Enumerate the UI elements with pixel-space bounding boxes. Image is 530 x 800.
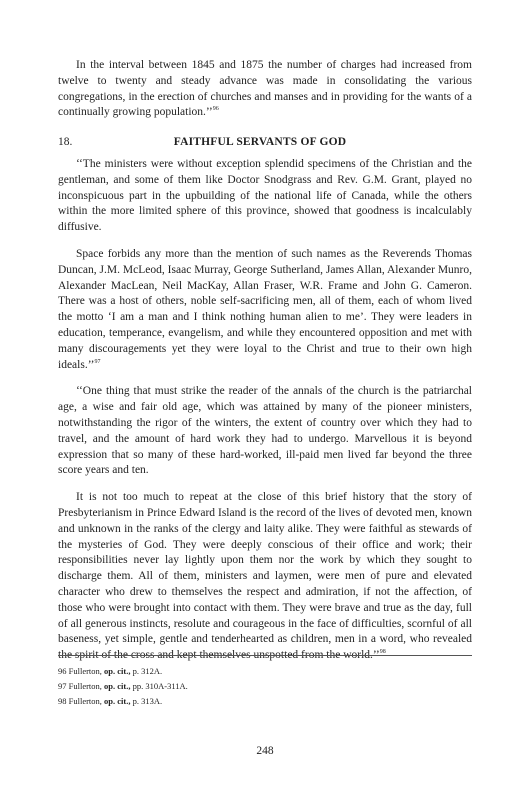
section-number: 18. [58, 136, 73, 149]
footnote-ref: 97 [94, 358, 101, 365]
intro-paragraph: In the interval between 1845 and 1875 the number of charges had increased from twelve to twenty and steady advance was made in consolidating the various congregations, in the erection of churches and manses and in providing for the wants of a continually growing population.’’$^{96}$ [58, 59, 472, 119]
footnotes [58, 655, 472, 709]
section-title: FAITHFUL SERVANTS OF GOD [173, 136, 347, 149]
footnote: 96 Fullerton, op. cit., p. 312A. [58, 666, 163, 676]
page-number: 248 [256, 745, 274, 757]
page-body [58, 58, 472, 675]
footnote-ref: 96 [212, 106, 219, 113]
body-paragraph: ‘‘One thing that must strike the reader of the annals of the church is the patriarchal age, a wise and fair old age, which was attained by many of the pioneer ministers, notwithstanding the rigor of the winters, the extent of country over which they had to travel, and the amount of hard work they had to undergo. Marvellous it is beyond expression that so many of these hard-worked, ill-paid men lived far beyond the three score years and ten. [58, 385, 472, 477]
footnote: 97 Fullerton, op. cit., pp. 310A-311A. [58, 681, 188, 691]
body-paragraph: Space forbids any more than the mention of such names as the Reverends Thomas Duncan, J.M. McLeod, Isaac Murray, George Sutherland, James Allan, Alexander Munro, Alexander MacLean, Neil MacKay, Allan Fraser, W.R. Frame and John G. Cameron. There was a host of others, noble self-sacrificing men, all of them, each of whom lived the motto ‘I am a man and I think nothing human alien to me’. They were leaders in education, temperance, evangelism, and while they encountered opposition and met with many discouragements yet they were loyal to the Christ and true to their own high ideals.’’$^{97}$ [58, 247, 472, 371]
body-paragraph: It is not too much to repeat at the close of this brief history that the story of Presbyterianism in Prince Edward Island is the record of the lives of devoted men, known and unknown in the ranks of the clergy and laity alike. They were faithful as stewards of the mysteries of God. They were deeply conscious of their office and work; their responsibilities never lay lightly upon them nor the work by which they sought to discharge them. All of them, ministers and laymen, were men of pure and elevated character who drew to themselves the respect and admiration, if not the affection, of those who were brought into contact with them. They were brave and true as the day, full of all generous instincts, resolute and courageous in the face of difficulties, scornful of all baseness, yet simple, gentle and tenderhearted as children, men in a word, who revealed the spirit of the cross and kept themselves unspotted from the world.’’$^{98}$ [58, 491, 472, 662]
section-heading [58, 135, 472, 151]
body-paragraph: ‘‘The ministers were without exception splendid specimens of the Christian and the gentleman, and some of them like Doctor Snodgrass and Rev. G.M. Grant, played no inconspicuous part in the upbuilding of the national life of Canada, while the others within the more limited sphere of this province, showed that goodness is incalculably diffusive. [58, 157, 472, 234]
footnote-ref: 98 [379, 649, 386, 656]
footnote: 98 Fullerton, op. cit., p. 313A. [58, 696, 163, 706]
